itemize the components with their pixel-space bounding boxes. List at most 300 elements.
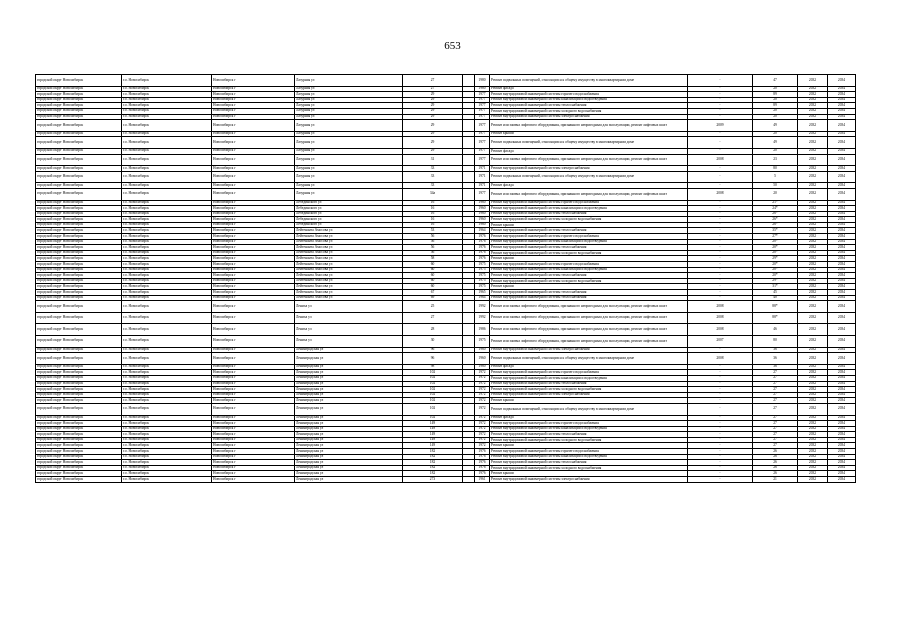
work-type-cell: Ремонт внутридомовой инженерной системы канализации и водоотведения: [490, 206, 688, 212]
house-cell: 27: [403, 86, 463, 92]
year-built-cell: 1972: [475, 403, 490, 415]
house-cell: 29: [403, 97, 463, 103]
table-row: [36, 353, 856, 365]
plan-start-cell: 2032: [798, 92, 828, 98]
house-cell: 182: [403, 465, 463, 471]
plan-end-cell: 2034: [828, 347, 856, 353]
city-cell: Новосибирск г: [212, 403, 295, 415]
last-repair-cell: -: [688, 148, 753, 154]
year-built-cell: 1964: [475, 295, 490, 301]
city-cell: Новосибирск г: [212, 273, 295, 279]
work-type-cell: Ремонт внутридомовой инженерной системы теплоснабжения: [490, 432, 688, 438]
house-cell: 34а: [403, 188, 463, 200]
last-repair-cell: -: [688, 273, 753, 279]
city-cell: Новосибирск г: [212, 131, 295, 137]
last-repair-cell: -: [688, 477, 753, 483]
street-cell: Лазурная ул: [295, 131, 403, 137]
district-cell: г.о. Новосибирск: [122, 211, 212, 217]
plan-start-cell: 2032: [798, 267, 828, 273]
district-cell: г.о. Новосибирск: [122, 92, 212, 98]
plan-start-cell: 2032: [798, 239, 828, 245]
municipality-cell: городской округ Новосибирск: [36, 267, 122, 273]
plan-end-cell: 2034: [828, 228, 856, 234]
work-type-cell: Ремонт внутридомовой инженерной системы горячего водоснабжения: [490, 262, 688, 268]
wear-cell: 20: [753, 86, 798, 92]
plan-end-cell: 2034: [828, 103, 856, 109]
work-type-cell: Ремонт внутридомовой инженерной системы электроснабжения: [490, 166, 688, 172]
house-cell: 102: [403, 403, 463, 415]
plan-end-cell: 2034: [828, 239, 856, 245]
last-repair-cell: -: [688, 426, 753, 432]
house-cell: 27: [403, 75, 463, 87]
plan-start-cell: 2032: [798, 200, 828, 206]
district-cell: г.о. Новосибирск: [122, 335, 212, 347]
plan-start-cell: 2032: [798, 437, 828, 443]
street-cell: Лазурная ул: [295, 75, 403, 87]
last-repair-cell: -: [688, 183, 753, 189]
house-cell: 29: [403, 148, 463, 154]
house-cell: 149: [403, 432, 463, 438]
plan-end-cell: 2034: [828, 273, 856, 279]
street-cell: Лейтенанта Амосова ул: [295, 239, 403, 245]
city-cell: Новосибирск г: [212, 437, 295, 443]
last-repair-cell: -: [688, 200, 753, 206]
last-repair-cell: -: [688, 398, 753, 404]
district-cell: г.о. Новосибирск: [122, 228, 212, 234]
work-type-cell: Ремонт внутридомовой инженерной системы электроснабжения: [490, 347, 688, 353]
street-cell: Лейтенанта Амосова ул: [295, 278, 403, 284]
work-type-cell: Ремонт внутридомовой инженерной системы канализации и водоотведения: [490, 375, 688, 381]
wear-cell: 49: [753, 137, 798, 149]
municipality-cell: городской округ Новосибирск: [36, 103, 122, 109]
house-cell: 98: [403, 364, 463, 370]
last-repair-cell: -: [688, 370, 753, 376]
wear-cell: 27: [753, 437, 798, 443]
house-cell: 96: [403, 353, 463, 365]
last-repair-cell: -: [688, 206, 753, 212]
plan-start-cell: 2032: [798, 250, 828, 256]
last-repair-cell: -: [688, 437, 753, 443]
district-cell: г.о. Новосибирск: [122, 387, 212, 393]
wear-cell: 20: [753, 148, 798, 154]
table-row: [36, 477, 856, 483]
plan-start-cell: 2032: [798, 211, 828, 217]
house-cell: 60: [403, 273, 463, 279]
wear-cell: 27: [753, 392, 798, 398]
work-type-cell: Ремонт внутридомовой инженерной системы теплоснабжения: [490, 295, 688, 301]
plan-end-cell: 2034: [828, 415, 856, 421]
table-row: [36, 312, 856, 324]
municipality-cell: городской округ Новосибирск: [36, 449, 122, 455]
plan-start-cell: 2032: [798, 103, 828, 109]
wear-cell: 46: [753, 324, 798, 336]
last-repair-cell: 2008: [688, 154, 753, 166]
district-cell: г.о. Новосибирск: [122, 75, 212, 87]
plan-end-cell: 2034: [828, 398, 856, 404]
plan-end-cell: 2034: [828, 154, 856, 166]
plan-end-cell: 2034: [828, 148, 856, 154]
last-repair-cell: -: [688, 454, 753, 460]
street-cell: Лейтенанта Амосова ул: [295, 262, 403, 268]
wear-cell: 27: [753, 403, 798, 415]
district-cell: г.о. Новосибирск: [122, 262, 212, 268]
wear-cell: 45: [753, 290, 798, 296]
year-built-cell: 1975: [475, 335, 490, 347]
building-cell: [463, 120, 475, 132]
plan-start-cell: 2032: [798, 97, 828, 103]
year-built-cell: 1977: [475, 97, 490, 103]
street-cell: Лениха ул: [295, 312, 403, 324]
district-cell: г.о. Новосибирск: [122, 120, 212, 132]
municipality-cell: городской округ Новосибирск: [36, 392, 122, 398]
house-cell: 33: [403, 183, 463, 189]
wear-cell: 20: [753, 188, 798, 200]
house-cell: 16: [403, 206, 463, 212]
municipality-cell: городской округ Новосибирск: [36, 211, 122, 217]
work-type-cell: Ремонт внутридомовой инженерной системы теплоснабжения: [490, 273, 688, 279]
last-repair-cell: -: [688, 471, 753, 477]
city-cell: Новосибирск г: [212, 92, 295, 98]
street-cell: Лазурная ул: [295, 114, 403, 120]
municipality-cell: городской округ Новосибирск: [36, 256, 122, 262]
work-type-cell: Ремонт или замена лифтового оборудования, признанного непригодным для эксплуатации, ремонт лифтовых шахт: [490, 335, 688, 347]
building-cell: [463, 75, 475, 87]
city-cell: Новосибирск г: [212, 312, 295, 324]
plan-start-cell: 2032: [798, 188, 828, 200]
district-cell: г.о. Новосибирск: [122, 137, 212, 149]
house-cell: 102: [403, 392, 463, 398]
year-built-cell: 1960: [475, 222, 490, 228]
street-cell: Лейтенанта Амосова ул: [295, 295, 403, 301]
plan-start-cell: 2032: [798, 245, 828, 251]
city-cell: Новосибирск г: [212, 97, 295, 103]
plan-end-cell: 2034: [828, 421, 856, 427]
street-cell: Лазурная ул: [295, 86, 403, 92]
wear-cell: 20: [753, 108, 798, 114]
street-cell: Ленинградская ул: [295, 392, 403, 398]
municipality-cell: городской округ Новосибирск: [36, 465, 122, 471]
district-cell: г.о. Новосибирск: [122, 171, 212, 183]
last-repair-cell: -: [688, 131, 753, 137]
street-cell: Лейтенанта Амосова ул: [295, 256, 403, 262]
city-cell: Новосибирск г: [212, 335, 295, 347]
work-type-cell: Ремонт или замена лифтового оборудования, признанного непригодным для эксплуатации, ремонт лифтовых шахт: [490, 312, 688, 324]
district-cell: г.о. Новосибирск: [122, 471, 212, 477]
plan-start-cell: 2032: [798, 234, 828, 240]
table-row: [36, 137, 856, 149]
table-row: [36, 301, 856, 313]
district-cell: г.о. Новосибирск: [122, 454, 212, 460]
plan-end-cell: 2034: [828, 183, 856, 189]
plan-start-cell: 2032: [798, 454, 828, 460]
plan-end-cell: 2034: [828, 262, 856, 268]
street-cell: Лазурная ул: [295, 97, 403, 103]
plan-start-cell: 2032: [798, 347, 828, 353]
work-type-cell: Ремонт внутридомовой инженерной системы холодного водоснабжения: [490, 108, 688, 114]
house-cell: 67: [403, 290, 463, 296]
district-cell: г.о. Новосибирск: [122, 398, 212, 404]
year-built-cell: 1972: [475, 443, 490, 449]
last-repair-cell: -: [688, 295, 753, 301]
last-repair-cell: 2008: [688, 301, 753, 313]
plan-end-cell: 2034: [828, 381, 856, 387]
year-built-cell: 1972: [475, 398, 490, 404]
plan-start-cell: 2032: [798, 398, 828, 404]
table-row: [36, 171, 856, 183]
municipality-cell: городской округ Новосибирск: [36, 239, 122, 245]
work-type-cell: Ремонт внутридомовой инженерной системы теплоснабжения: [490, 228, 688, 234]
district-cell: г.о. Новосибирск: [122, 103, 212, 109]
city-cell: Новосибирск г: [212, 278, 295, 284]
street-cell: Лениха ул: [295, 335, 403, 347]
wear-cell: 89: [753, 103, 798, 109]
district-cell: г.о. Новосибирск: [122, 217, 212, 223]
wear-cell: 20*: [753, 273, 798, 279]
building-cell: [463, 171, 475, 183]
city-cell: Новосибирск г: [212, 460, 295, 466]
house-cell: 29: [403, 108, 463, 114]
municipality-cell: городской округ Новосибирск: [36, 335, 122, 347]
municipality-cell: городской округ Новосибирск: [36, 120, 122, 132]
municipality-cell: городской округ Новосибирск: [36, 324, 122, 336]
plan-start-cell: 2032: [798, 284, 828, 290]
plan-end-cell: 2034: [828, 324, 856, 336]
last-repair-cell: -: [688, 92, 753, 98]
municipality-cell: городской округ Новосибирск: [36, 166, 122, 172]
last-repair-cell: -: [688, 465, 753, 471]
last-repair-cell: -: [688, 403, 753, 415]
district-cell: г.о. Новосибирск: [122, 353, 212, 365]
street-cell: Ленинградская ул: [295, 437, 403, 443]
work-type-cell: Ремонт внутридомовой инженерной системы холодного водоснабжения: [490, 437, 688, 443]
municipality-cell: городской округ Новосибирск: [36, 375, 122, 381]
city-cell: Новосибирск г: [212, 426, 295, 432]
city-cell: Новосибирск г: [212, 381, 295, 387]
plan-start-cell: 2032: [798, 471, 828, 477]
plan-start-cell: 2032: [798, 364, 828, 370]
city-cell: Новосибирск г: [212, 228, 295, 234]
district-cell: г.о. Новосибирск: [122, 290, 212, 296]
plan-end-cell: 2034: [828, 245, 856, 251]
table-row: [36, 403, 856, 415]
district-cell: г.о. Новосибирск: [122, 267, 212, 273]
district-cell: г.о. Новосибирск: [122, 415, 212, 421]
work-type-cell: Ремонт фасада: [490, 183, 688, 189]
work-type-cell: Ремонт внутридомовой инженерной системы канализации и водоотведения: [490, 97, 688, 103]
year-built-cell: 1964: [475, 228, 490, 234]
last-repair-cell: -: [688, 262, 753, 268]
district-cell: г.о. Новосибирск: [122, 256, 212, 262]
house-cell: 56: [403, 239, 463, 245]
last-repair-cell: 2007: [688, 335, 753, 347]
wear-cell: 21: [753, 477, 798, 483]
year-built-cell: 1961: [475, 477, 490, 483]
year-built-cell: 1972: [475, 415, 490, 421]
capital-repair-table: [35, 74, 856, 483]
table-row: [36, 188, 856, 200]
plan-end-cell: 2034: [828, 278, 856, 284]
street-cell: Ленинградская ул: [295, 477, 403, 483]
plan-start-cell: 2032: [798, 137, 828, 149]
municipality-cell: городской округ Новосибирск: [36, 403, 122, 415]
last-repair-cell: -: [688, 166, 753, 172]
street-cell: Лениха ул: [295, 301, 403, 313]
city-cell: Новосибирск г: [212, 245, 295, 251]
plan-end-cell: 2034: [828, 267, 856, 273]
street-cell: Ленинградская ул: [295, 381, 403, 387]
street-cell: Лениха ул: [295, 324, 403, 336]
plan-end-cell: 2034: [828, 364, 856, 370]
street-cell: Лазурная ул: [295, 188, 403, 200]
house-cell: 102: [403, 398, 463, 404]
work-type-cell: Ремонт внутридомовой инженерной системы холодного водоснабжения: [490, 278, 688, 284]
street-cell: Лебединского ул: [295, 200, 403, 206]
wear-cell: 26: [753, 460, 798, 466]
district-cell: г.о. Новосибирск: [122, 222, 212, 228]
last-repair-cell: -: [688, 392, 753, 398]
plan-start-cell: 2032: [798, 114, 828, 120]
district-cell: г.о. Новосибирск: [122, 392, 212, 398]
year-built-cell: 1976: [475, 471, 490, 477]
city-cell: Новосибирск г: [212, 86, 295, 92]
plan-end-cell: 2034: [828, 370, 856, 376]
year-built-cell: 1977: [475, 120, 490, 132]
house-cell: 25: [403, 301, 463, 313]
building-cell: [463, 137, 475, 149]
house-cell: 29: [403, 103, 463, 109]
plan-end-cell: 2034: [828, 312, 856, 324]
year-built-cell: 1960: [475, 364, 490, 370]
wear-cell: 27: [753, 421, 798, 427]
district-cell: г.о. Новосибирск: [122, 245, 212, 251]
plan-end-cell: 2034: [828, 211, 856, 217]
plan-end-cell: 2034: [828, 120, 856, 132]
year-built-cell: 1972: [475, 392, 490, 398]
street-cell: Лазурная ул: [295, 171, 403, 183]
year-built-cell: 1972: [475, 381, 490, 387]
plan-end-cell: 2034: [828, 353, 856, 365]
year-built-cell: 1976: [475, 454, 490, 460]
year-built-cell: 1976: [475, 256, 490, 262]
plan-start-cell: 2032: [798, 301, 828, 313]
work-type-cell: Ремонт крыши: [490, 222, 688, 228]
district-cell: г.о. Новосибирск: [122, 426, 212, 432]
wear-cell: 24*: [753, 206, 798, 212]
work-type-cell: Ремонт фасада: [490, 86, 688, 92]
street-cell: Ленинградская ул: [295, 471, 403, 477]
plan-end-cell: 2034: [828, 75, 856, 87]
district-cell: г.о. Новосибирск: [122, 108, 212, 114]
year-built-cell: 1971: [475, 171, 490, 183]
city-cell: Новосибирск г: [212, 398, 295, 404]
year-built-cell: 1960: [475, 206, 490, 212]
municipality-cell: городской округ Новосибирск: [36, 301, 122, 313]
house-cell: 27: [403, 312, 463, 324]
house-cell: 102: [403, 415, 463, 421]
wear-cell: 27*: [753, 234, 798, 240]
year-built-cell: 1976: [475, 465, 490, 471]
year-built-cell: 1977: [475, 103, 490, 109]
plan-start-cell: 2032: [798, 183, 828, 189]
house-cell: 29: [403, 92, 463, 98]
plan-start-cell: 2032: [798, 426, 828, 432]
plan-end-cell: 2034: [828, 375, 856, 381]
plan-end-cell: 2034: [828, 222, 856, 228]
last-repair-cell: -: [688, 137, 753, 149]
last-repair-cell: -: [688, 381, 753, 387]
plan-start-cell: 2032: [798, 375, 828, 381]
work-type-cell: Ремонт внутридомовой инженерной системы горячего водоснабжения: [490, 421, 688, 427]
house-cell: 56: [403, 234, 463, 240]
year-built-cell: 1977: [475, 148, 490, 154]
city-cell: Новосибирск г: [212, 465, 295, 471]
district-cell: г.о. Новосибирск: [122, 347, 212, 353]
year-built-cell: 1975: [475, 284, 490, 290]
building-cell: [463, 154, 475, 166]
municipality-cell: городской округ Новосибирск: [36, 131, 122, 137]
city-cell: Новосибирск г: [212, 137, 295, 149]
municipality-cell: городской округ Новосибирск: [36, 477, 122, 483]
work-type-cell: Ремонт или замена лифтового оборудования, признанного непригодным для эксплуатации, ремонт лифтовых шахт: [490, 120, 688, 132]
house-cell: 149: [403, 426, 463, 432]
district-cell: г.о. Новосибирск: [122, 97, 212, 103]
city-cell: Новосибирск г: [212, 200, 295, 206]
plan-end-cell: 2034: [828, 284, 856, 290]
year-built-cell: 1976: [475, 234, 490, 240]
district-cell: г.о. Новосибирск: [122, 295, 212, 301]
municipality-cell: городской округ Новосибирск: [36, 234, 122, 240]
district-cell: г.о. Новосибирск: [122, 432, 212, 438]
plan-start-cell: 2032: [798, 295, 828, 301]
house-cell: 56: [403, 250, 463, 256]
house-cell: 149: [403, 437, 463, 443]
city-cell: Новосибирск г: [212, 415, 295, 421]
last-repair-cell: -: [688, 250, 753, 256]
plan-end-cell: 2034: [828, 477, 856, 483]
plan-start-cell: 2032: [798, 387, 828, 393]
plan-start-cell: 2032: [798, 443, 828, 449]
work-type-cell: Ремонт крыши: [490, 471, 688, 477]
work-type-cell: Ремонт или замена лифтового оборудования, признанного непригодным для эксплуатации, ремонт лифтовых шахт: [490, 301, 688, 313]
work-type-cell: Ремонт крыши: [490, 398, 688, 404]
municipality-cell: городской округ Новосибирск: [36, 387, 122, 393]
last-repair-cell: -: [688, 375, 753, 381]
plan-end-cell: 2034: [828, 137, 856, 149]
municipality-cell: городской округ Новосибирск: [36, 415, 122, 421]
last-repair-cell: -: [688, 239, 753, 245]
district-cell: г.о. Новосибирск: [122, 239, 212, 245]
wear-cell: 80: [753, 335, 798, 347]
street-cell: Ленинградская ул: [295, 465, 403, 471]
house-cell: 102: [403, 370, 463, 376]
wear-cell: 20*: [753, 267, 798, 273]
municipality-cell: городской округ Новосибирск: [36, 92, 122, 98]
plan-end-cell: 2034: [828, 460, 856, 466]
year-built-cell: 1977: [475, 131, 490, 137]
district-cell: г.о. Новосибирск: [122, 449, 212, 455]
plan-start-cell: 2032: [798, 148, 828, 154]
plan-end-cell: 2034: [828, 256, 856, 262]
municipality-cell: городской округ Новосибирск: [36, 108, 122, 114]
year-built-cell: 1977: [475, 114, 490, 120]
plan-start-cell: 2032: [798, 465, 828, 471]
house-cell: 273: [403, 477, 463, 483]
wear-cell: 21*: [753, 200, 798, 206]
wear-cell: 27: [753, 426, 798, 432]
wear-cell: 40: [753, 295, 798, 301]
last-repair-cell: -: [688, 228, 753, 234]
street-cell: Ленинградская ул: [295, 421, 403, 427]
